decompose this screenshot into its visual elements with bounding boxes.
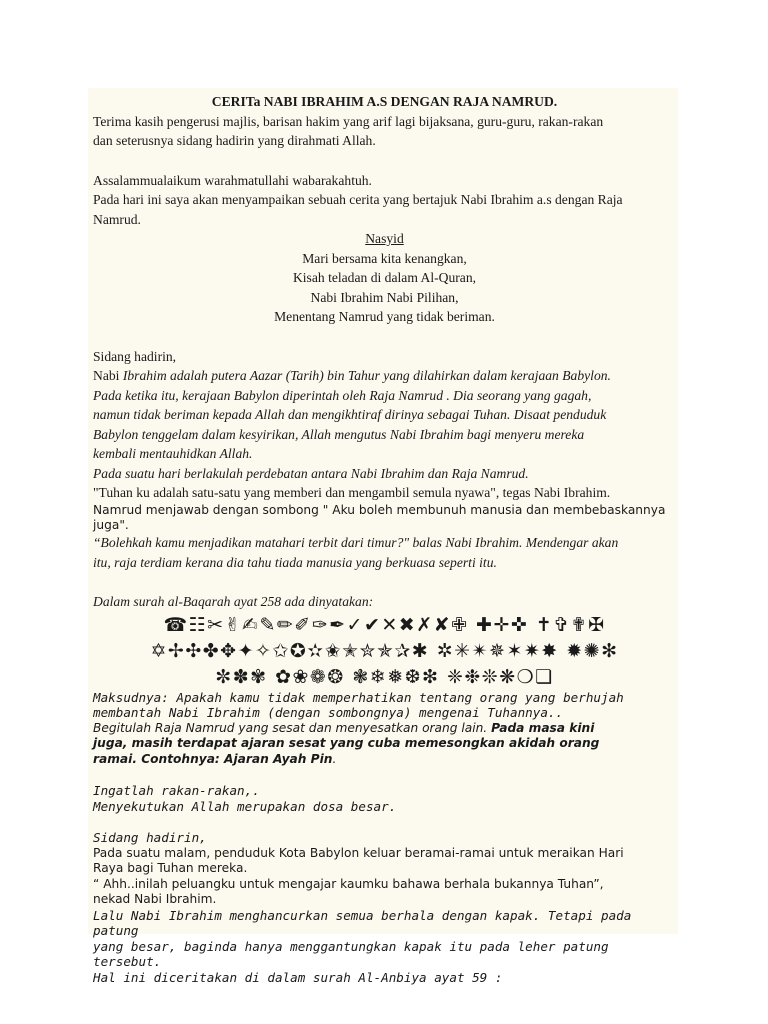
namrud-line: juga".: [93, 517, 129, 532]
document-title: CERITa NABI IBRAHIM A.S DENGAN RAJA NAMRUD.: [211, 94, 558, 109]
maksud-line: Maksudnya: Apakah kamu tidak memperhatikan tentang orang yang berhujah: [93, 689, 624, 705]
sesat-emphasis: ramai. Contohnya: Ajaran Ayah Pin: [93, 751, 333, 766]
opening-line: Namrud.: [93, 211, 141, 227]
reminder-line: Menyekutukan Allah merupakan dosa besar.: [93, 798, 397, 814]
opening-line: Pada hari ini saya akan menyampaikan sebuah cerita yang bertajuk Nabi Ibrahim a.s dengan Raja: [93, 192, 623, 207]
sesat-emphasis-line: juga, masih terdapat ajaran sesat yang cuba memesongkan akidah orang: [93, 736, 600, 751]
story-line: Babylon tenggelam dalam kesyirikan, Allah mengutus Nabi Ibrahim bagi menyeru mereka: [93, 426, 585, 442]
quote-line: itu, raja terdiam kerana dia tahu tiada manusia yang berkuasa seperti itu.: [93, 554, 497, 570]
sesat-text: Begitulah Raja Namrud yang sesat dan menyesatkan orang lain.: [93, 721, 492, 735]
nasyid-line: Nabi Ibrahim Nabi Pilihan,: [310, 289, 459, 305]
nasyid-heading: Nasyid: [365, 231, 404, 246]
arabic-verse-glyphs: ✼✽✾ ✿❀❁❂ ❃❄❅❆❇ ❈❉❊❋❍❏: [215, 665, 554, 688]
nasyid-line: Kisah teladan di dalam Al-Quran,: [292, 270, 477, 285]
story-line: namun tidak beriman kepada Allah dan mengikhtiraf dirinya sebagai Tuhan. Disaat penduduk: [93, 407, 607, 422]
kapak-line: Lalu Nabi Ibrahim menghancurkan semua berhala dengan kapak. Tetapi pada patung: [93, 907, 632, 939]
sesat-line: [93, 752, 676, 767]
namrud-line: Namrud menjawab dengan sombong " Aku boleh membunuh manusia dan membebaskannya: [93, 502, 666, 517]
kapak-line: Hal ini diceritakan di dalam surah Al-Anbiya ayat 59 :: [93, 970, 503, 985]
quote-line: “Bolehkah kamu menjadikan matahari terbit dari timur?" balas Nabi Ibrahim. Mendengar akan: [93, 535, 619, 551]
reminder-line: Ingatlah rakan-rakan,.: [93, 783, 260, 799]
intro-line: Terima kasih pengerusi majlis, barisan hakim yang arif lagi bijaksana, guru-guru, rakan-rakan: [93, 113, 604, 129]
story-line: Pada ketika itu, kerajaan Babylon diperintah oleh Raja Namrud . Dia seorang yang gagah,: [93, 387, 592, 403]
salam-line: Assalammualaikum warahmatullahi wabarakahtuh.: [93, 172, 372, 188]
kapak-line: yang besar, baginda hanya menggantungkan kapak itu pada leher patung tersebut.: [93, 938, 609, 970]
arabic-verse-glyphs: ☎☷✂✌✍✎✏✐✑✒✓✔✕✖✗✘✙ ✚✛✜ ✝✞✟✠: [163, 613, 606, 636]
story-prefix: Nabi: [93, 368, 123, 383]
nasyid-line: Menentang Namrud yang tidak beriman.: [274, 309, 495, 324]
sidang-hadirin-line: Sidang hadirin,: [93, 830, 207, 846]
sidang-hadirin-line: Sidang hadirin,: [93, 348, 177, 364]
story-line: kembali mentauhidkan Allah.: [93, 446, 253, 461]
ahh-line: nekad Nabi Ibrahim.: [93, 892, 217, 907]
malam-line: Raya bagi Tuhan mereka.: [93, 861, 248, 876]
malam-line: Pada suatu malam, penduduk Kota Babylon keluar beramai-ramai untuk meraikan Hari: [93, 846, 624, 860]
intro-line: dan seterusnya sidang hadirin yang dirahmati Allah.: [93, 133, 376, 148]
maksud-line: membantah Nabi Ibrahim (dengan sombongnya) mengenai Tuhannya..: [93, 705, 564, 721]
arabic-verse-glyphs: ✡✢✣✤✥✦✧✩✪✫✬✭✮✯✰✱ ✲✳✴✵✶✷✸ ✹✺✻: [150, 639, 619, 662]
surah-intro-line: Dalam surah al-Baqarah ayat 258 ada dinyatakan:: [93, 594, 374, 610]
document-page: [88, 88, 678, 985]
story-line: [93, 366, 676, 386]
story-line: Pada suatu hari berlakulah perdebatan antara Nabi Ibrahim dan Raja Namrud.: [93, 465, 529, 481]
sesat-end: .: [332, 751, 337, 766]
quote-line: "Tuhan ku adalah satu-satu yang memberi dan mengambil semula nyawa", tegas Nabi Ibrahim.: [93, 485, 611, 500]
sesat-emphasis: Pada masa kini: [491, 721, 595, 735]
ahh-line: “ Ahh..inilah peluangku untuk mengajar kaumku bahawa berhala bukannya Tuhan”,: [93, 876, 604, 891]
story-text: Ibrahim adalah putera Aazar (Tarih) bin Tahur yang dilahirkan dalam kerajaan Babylon.: [122, 368, 611, 383]
sesat-line: [93, 721, 676, 736]
document-body: [93, 92, 676, 986]
nasyid-line: Mari bersama kita kenangkan,: [302, 250, 467, 266]
